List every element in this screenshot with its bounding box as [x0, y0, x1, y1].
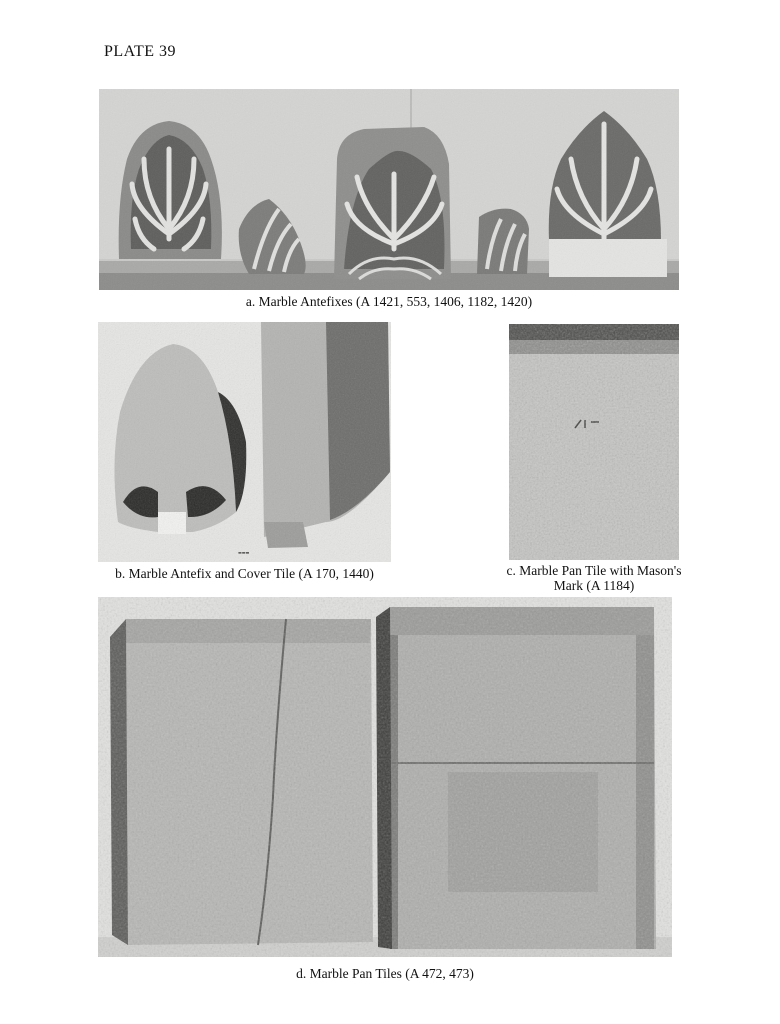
caption-c-line1: c. Marble Pan Tile with Mason's: [506, 563, 682, 578]
photo-antefix-and-cover-tile: [98, 322, 391, 562]
caption-c-line2: Mark (A 1184): [553, 578, 635, 593]
plate-title: PLATE 39: [104, 43, 176, 60]
caption-b: b. Marble Antefix and Cover Tile (A 170, 1440): [115, 566, 374, 581]
caption-c: [490, 563, 698, 593]
photo-marble-pan-tiles: [98, 597, 672, 957]
caption-d: d. Marble Pan Tiles (A 472, 473): [296, 966, 474, 981]
photo-marble-antefixes: [99, 89, 679, 290]
photo-pan-tile-masons-mark: [509, 324, 679, 560]
caption-a: a. Marble Antefixes (A 1421, 553, 1406, 1182, 1420): [245, 294, 533, 309]
